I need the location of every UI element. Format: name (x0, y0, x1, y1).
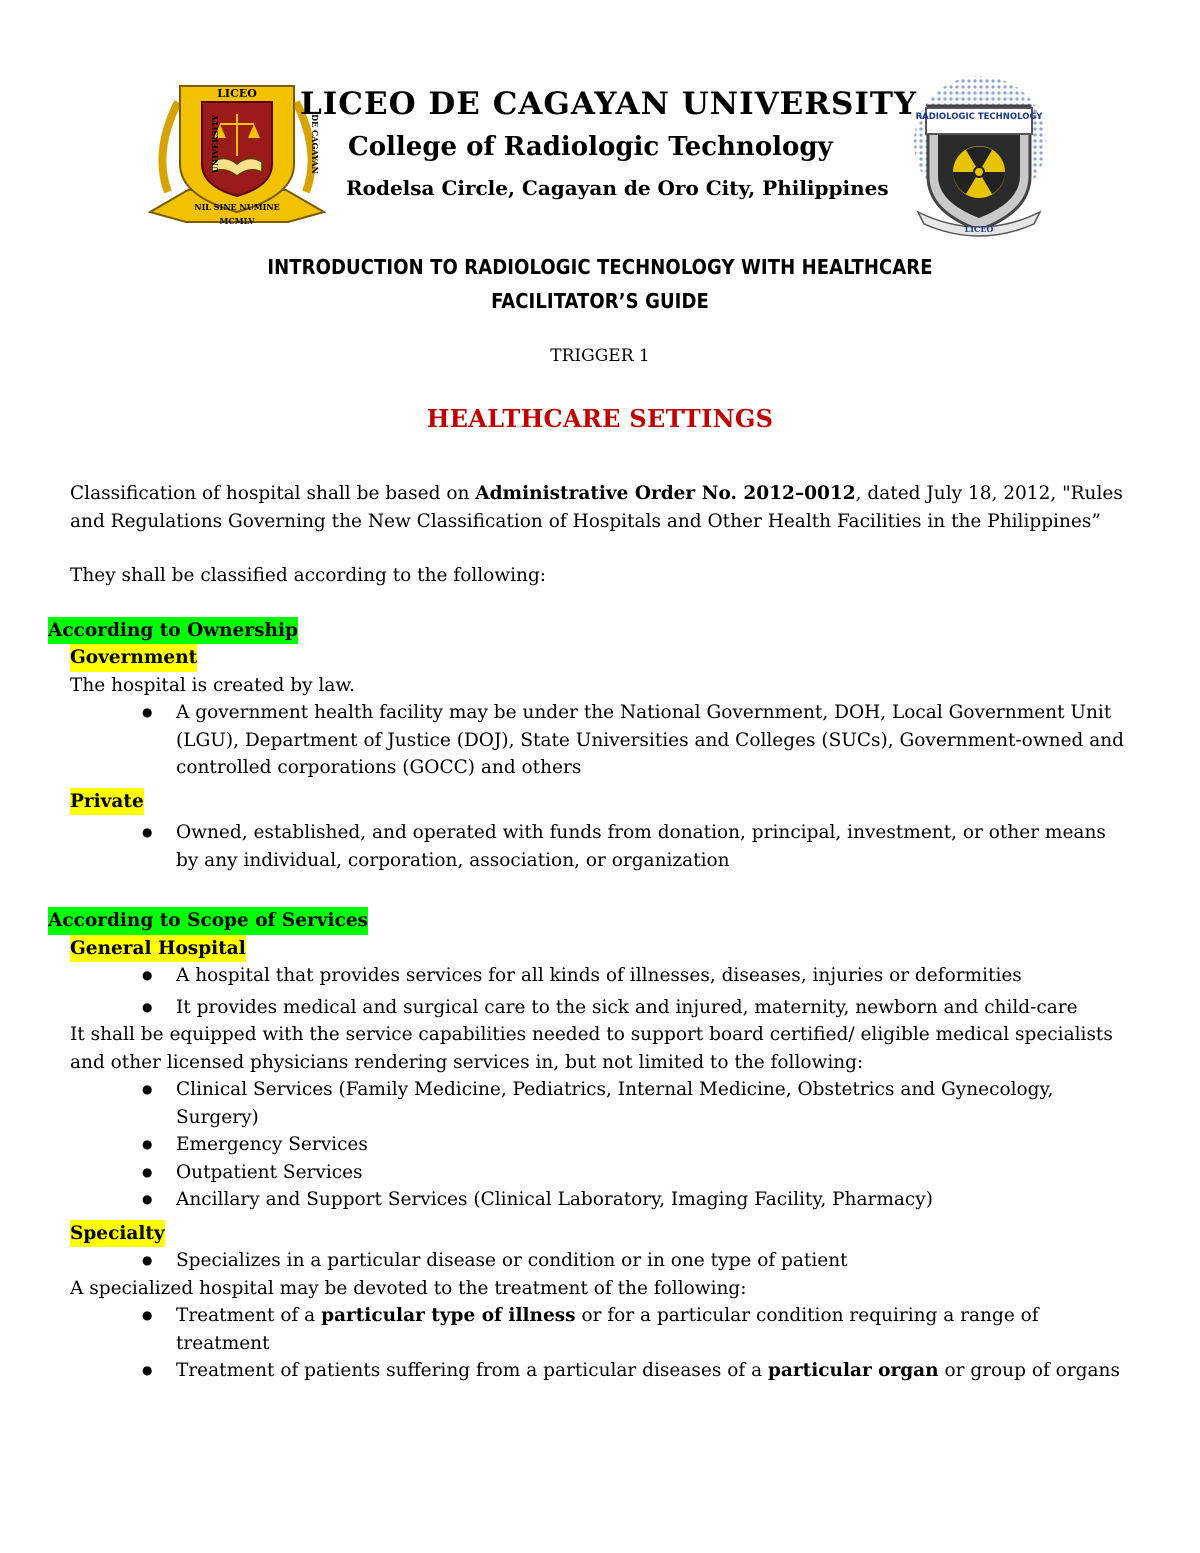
treatment2-pre: Treatment of patients suffering from a particular diseases of a (176, 1360, 768, 1381)
heading-ownership: According to Ownership (48, 617, 298, 645)
list-item: ● A government health facility may be under the National Government, DOH, Local Government Unit (LGU), Department of Justice (DOJ), State Universities and Colleges (SUCs), Government-owned and controlled corporations (GOCC) and others (70, 699, 1130, 782)
college-address: Rodelsa Circle, Cagayan de Oro City, Philippines (346, 176, 889, 200)
government-list (70, 699, 1130, 782)
subheading-private: Private (70, 788, 144, 816)
document-body (48, 480, 1130, 1385)
list-item: ● Specializes in a particular disease or condition or in one type of patient (70, 1247, 1130, 1275)
title-line-2: FACILITATOR’S GUIDE (491, 289, 709, 313)
classified-line: They shall be classified according to the following: (70, 565, 547, 586)
services-list (70, 1076, 1130, 1214)
seal-top-text: LICEO (217, 87, 257, 100)
treatment1-post: or for a particular condition requiring a range of treatment (176, 1305, 1039, 1354)
treatment1-pre: Treatment of a (176, 1305, 322, 1326)
general-text: It shall be equipped with the service capabilities needed to support board certified/ eligible medical specialists and other licensed physicians rendering services in, but not limited to the following: (70, 1024, 1113, 1073)
radiologic-technology-logo (900, 72, 1050, 237)
list-item: ● Owned, established, and operated with funds from donation, principal, investment, or other means by any individual, corporation, association, or organization (70, 819, 1130, 874)
general-list (70, 962, 1130, 1021)
specialty-list (70, 1247, 1130, 1275)
list-item: ● Ancillary and Support Services (Clinical Laboratory, Imaging Facility, Pharmacy) (70, 1186, 1130, 1214)
list-item: ● Clinical Services (Family Medicine, Pediatrics, Internal Medicine, Obstetrics and Gynecology, Surgery) (70, 1076, 1130, 1131)
intro-paragraph (70, 480, 1130, 535)
subheading-specialty: Specialty (70, 1220, 165, 1248)
treatment2-post: or group of organs (938, 1360, 1120, 1381)
seal-right-text: DE CAGAYAN (310, 114, 320, 174)
university-name: LICEO DE CAGAYAN UNIVERSITY (300, 86, 918, 122)
subheading-government: Government (70, 644, 197, 672)
logo-bottom-text: LICEO (964, 224, 994, 234)
letterhead (148, 72, 1048, 232)
government-text: The hospital is created by law. (70, 674, 355, 696)
document-title (0, 250, 1200, 318)
intro-post: , dated July 18, 2012, "Rules and Regulations Governing the New Classification of Hospitals and Other Health Facilities in the Philippines” (70, 483, 1123, 532)
treatment-list (70, 1302, 1130, 1385)
heading-scope: According to Scope of Services (48, 907, 368, 935)
list-item: ● A hospital that provides services for all kinds of illnesses, diseases, injuries or deformities (70, 962, 1130, 990)
subheading-general-hospital: General Hospital (70, 935, 246, 963)
seal-left-text: UNIVERSITY (210, 114, 220, 174)
administrative-order-ref: Administrative Order No. 2012–0012 (475, 483, 856, 504)
section-title: HEALTHCARE SETTINGS (426, 404, 774, 433)
list-item: ● It provides medical and surgical care to the sick and injured, maternity, newborn and child-care (70, 994, 1130, 1022)
logo-banner-text: RADIOLOGIC TECHNOLOGY (915, 112, 1043, 122)
treatment2-bold: particular organ (767, 1360, 939, 1381)
college-name: College of Radiologic Technology (348, 132, 833, 162)
private-list (70, 819, 1130, 874)
list-item (70, 1302, 1130, 1357)
list-item: ● Outpatient Services (70, 1159, 1130, 1187)
seal-year: MCMLV (219, 216, 255, 226)
list-item (70, 1357, 1130, 1385)
trigger-label: TRIGGER 1 (550, 346, 650, 366)
title-line-1: INTRODUCTION TO RADIOLOGIC TECHNOLOGY WITH HEALTHCARE (267, 255, 933, 279)
specialty-text: A specialized hospital may be devoted to the treatment of the following: (70, 1277, 747, 1299)
list-item: ● Emergency Services (70, 1131, 1130, 1159)
treatment1-bold: particular type of illness (321, 1305, 576, 1326)
intro-pre: Classification of hospital shall be based on (70, 483, 476, 504)
seal-motto: NIL SINE NUMINE (194, 202, 280, 212)
